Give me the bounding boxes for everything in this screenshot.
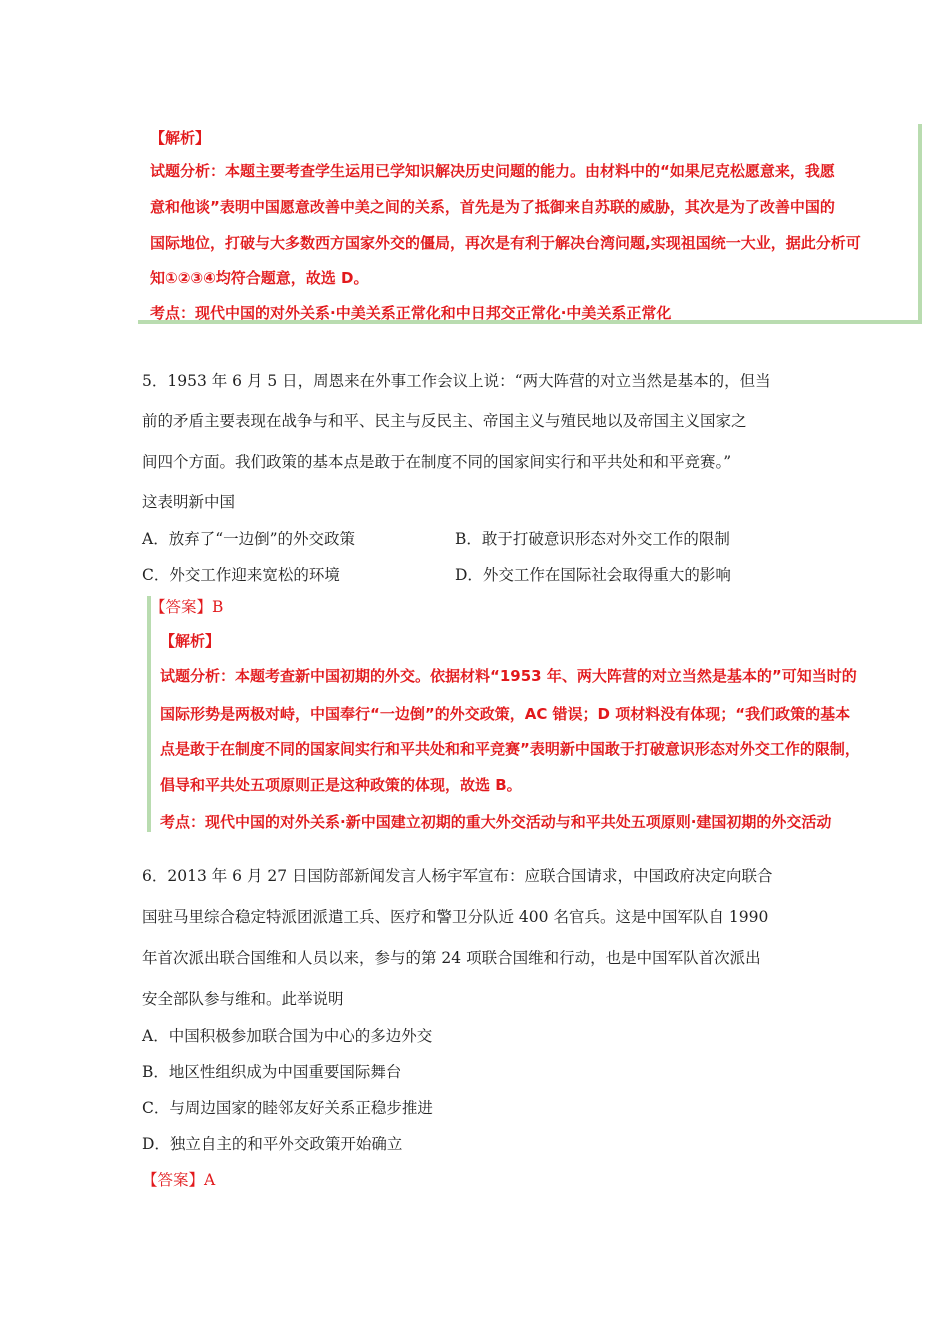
question-5-line: 这表明新中国	[142, 493, 236, 511]
option-a: A．放弃了“一边倒”的外交政策	[142, 530, 356, 548]
analysis-tag: 【解析】	[160, 632, 221, 650]
answer-q6	[142, 1168, 215, 1190]
analysis-line: 知①②③④均符合题意，故选 D。	[150, 269, 369, 287]
analysis-line: 国际地位，打破与大多数西方国家外交的僵局，再次是有利于解决台湾问题,实现祖国统一大业，据此分析可	[150, 234, 861, 252]
question-6-line: 安全部队参与维和。此举说明	[142, 990, 344, 1008]
knowledge-point: 考点：现代中国的对外关系·新中国建立初期的重大外交活动与和平共处五项原则·建国初期的外交活动	[160, 813, 832, 831]
option-a: A．中国积极参加联合国为中心的多边外交	[142, 1027, 433, 1045]
analysis-bar-q5	[147, 596, 151, 832]
analysis-line: 试题分析：本题考查新中国初期的外交。依据材料“1953 年、两大阵营的对立当然是基本的”可知当时的	[160, 667, 857, 685]
analysis-line: 国际形势是两极对峙，中国奉行“一边倒”的外交政策，AC 错误；D 项材料没有体现；“我们政策的基本	[160, 705, 851, 723]
analysis-line: 点是敢于在制度不同的国家间实行和平共处和和平竞赛”表明新中国敢于打破意识形态对外交工作的限制，	[160, 740, 860, 758]
option-c: C．外交工作迎来宽松的环境	[142, 566, 340, 584]
question-6-line: 6．2013 年 6 月 27 日国防部新闻发言人杨宇军宣布：应联合国请求，中国政府决定向联合	[142, 867, 773, 885]
analysis-line: 意和他谈”表明中国愿意改善中美之间的关系，首先是为了抵御来自苏联的威胁，其次是为了改善中国的	[150, 198, 835, 216]
option-b: B．敢于打破意识形态对外交工作的限制	[455, 530, 730, 548]
analysis-tag: 【解析】	[150, 129, 211, 147]
option-d: D．外交工作在国际社会取得重大的影响	[455, 566, 731, 584]
question-5-line: 间四个方面。我们政策的基本点是敢于在制度不同的国家间实行和平共处和和平竞赛。”	[142, 453, 732, 471]
answer-tag: 【答案】	[142, 1171, 205, 1189]
option-b: B．地区性组织成为中国重要国际舞台	[142, 1063, 402, 1081]
knowledge-point: 考点：现代中国的对外关系·中美关系正常化和中日邦交正常化·中美关系正常化	[150, 304, 672, 322]
option-c: C．与周边国家的睦邻友好关系正稳步推进	[142, 1099, 433, 1117]
question-6-line: 年首次派出联合国维和人员以来，参与的第 24 项联合国维和行动，也是中国军队首次派出	[142, 949, 761, 967]
question-6-line: 国驻马里综合稳定特派团派遣工兵、医疗和警卫分队近 400 名官兵。这是中国军队自 1990	[142, 908, 769, 926]
answer-q5	[150, 595, 223, 617]
answer-tag: 【答案】	[150, 598, 213, 616]
question-5-line: 前的矛盾主要表现在战争与和平、民主与反民主、帝国主义与殖民地以及帝国主义国家之	[142, 412, 747, 430]
answer-value: A	[204, 1171, 216, 1189]
analysis-line: 倡导和平共处五项原则正是这种政策的体现，故选 B。	[160, 776, 522, 794]
answer-value: B	[212, 598, 224, 616]
option-d: D．独立自主的和平外交政策开始确立	[142, 1135, 403, 1153]
question-5-line: 5．1953 年 6 月 5 日，周恩来在外事工作会议上说：“两大阵营的对立当然是基本的，但当	[142, 372, 771, 390]
analysis-line: 试题分析：本题主要考查学生运用已学知识解决历史问题的能力。由材料中的“如果尼克松愿意来，我愿	[150, 162, 835, 180]
analysis-box-q4	[138, 124, 922, 324]
